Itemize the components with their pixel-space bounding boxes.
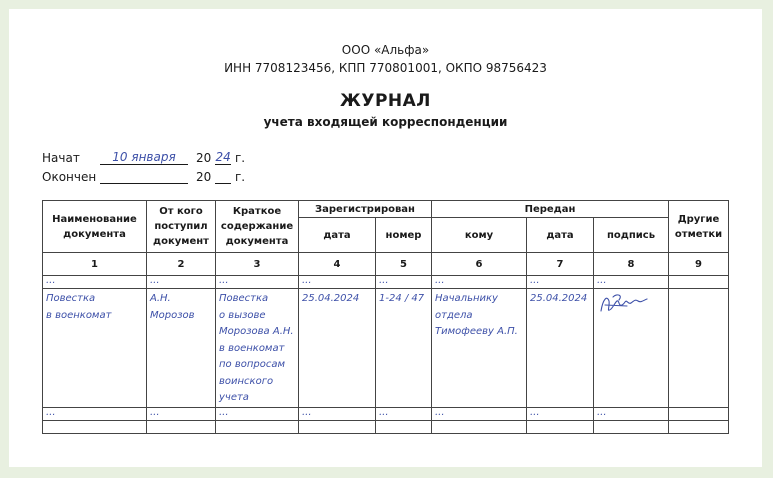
entry-line: в военкомат (46, 309, 112, 321)
start-date: 10 января (100, 150, 188, 165)
column-number: 4 (299, 253, 376, 276)
column-number: 3 (216, 253, 299, 276)
empty-cell (432, 421, 527, 434)
entry-line: о вызове (219, 309, 266, 321)
start-label: Начат (42, 151, 80, 165)
column-number: 1 (43, 253, 147, 276)
entry-line: учета (219, 392, 249, 403)
ellipsis-cell: ... (376, 276, 432, 289)
end-year-prefix: 20 (196, 170, 212, 184)
ellipsis-cell: ... (299, 408, 376, 421)
entry-line: Морозова А.Н. (219, 326, 294, 337)
column-number: 5 (376, 253, 432, 276)
ellipsis-row-top (43, 276, 729, 289)
header-transferred: Передан (432, 201, 669, 218)
header-reg-date: дата (299, 218, 376, 253)
ellipsis-cell: ... (43, 276, 147, 289)
entry-line: по вопросам (219, 359, 286, 370)
ellipsis-cell: ... (432, 408, 527, 421)
entry-line: Тимофееву А.П. (435, 326, 518, 337)
end-year-unit: г. (234, 170, 246, 184)
document-sheet (9, 9, 762, 467)
empty-cell (669, 421, 729, 434)
document-subtitle: учета входящей корреспонденции (263, 115, 508, 129)
column-number: 6 (432, 253, 527, 276)
end-label: Окончен (42, 170, 97, 184)
end-line (42, 169, 245, 184)
empty-cell (669, 408, 729, 421)
table-row (43, 289, 729, 408)
column-number: 9 (669, 253, 729, 276)
end-date (100, 169, 188, 184)
ellipsis-cell: ... (594, 276, 669, 289)
entry-line: Морозов (150, 309, 195, 321)
ellipsis-cell: ... (594, 408, 669, 421)
entry-line: Начальнику (435, 293, 498, 304)
ellipsis-cell: ... (527, 408, 594, 421)
empty-cell (147, 421, 216, 434)
ellipsis-cell: ... (216, 408, 299, 421)
journal-table (42, 200, 729, 434)
start-year-suffix: 24 (215, 150, 231, 164)
column-number: 2 (147, 253, 216, 276)
header-to-whom: кому (432, 218, 527, 253)
ellipsis-cell: ... (299, 276, 376, 289)
header-from-whom: От кого поступил документ (147, 201, 216, 253)
entry-doc-name (43, 289, 147, 408)
ellipsis-cell: ... (147, 276, 216, 289)
ellipsis-cell: ... (432, 276, 527, 289)
header-reg-number: номер (376, 218, 432, 253)
empty-cell (376, 421, 432, 434)
column-numbers-row (43, 253, 729, 276)
end-year-suffix (215, 169, 231, 184)
entry-reg-date: 25.04.2024 (299, 289, 376, 408)
entry-line: Повестка (219, 293, 269, 304)
column-number: 8 (594, 253, 669, 276)
entry-from-whom (147, 289, 216, 408)
entry-line: отдела (435, 309, 473, 321)
header-registered: Зарегистрирован (299, 201, 432, 218)
entry-line: А.Н. (150, 293, 171, 304)
empty-cell (669, 276, 729, 289)
ellipsis-cell: ... (43, 408, 147, 421)
ellipsis-cell: ... (147, 408, 216, 421)
entry-line: Повестка (46, 293, 96, 304)
column-number: 7 (527, 253, 594, 276)
empty-cell (216, 421, 299, 434)
empty-row (43, 421, 729, 434)
ellipsis-row-bottom (43, 408, 729, 421)
header-other: Другие отметки (669, 201, 729, 253)
header-tr-date: дата (527, 218, 594, 253)
org-name: ООО «Альфа» (341, 43, 430, 57)
header-summary: Краткое содержание документа (216, 201, 299, 253)
start-year-unit: г. (234, 151, 246, 165)
empty-cell (299, 421, 376, 434)
ellipsis-cell: ... (527, 276, 594, 289)
header-doc-name: Наименование документа (43, 201, 147, 253)
entry-line: в военкомат (219, 342, 285, 354)
handwritten-signature-icon (597, 291, 653, 317)
entry-summary (216, 289, 299, 408)
entry-tr-date: 25.04.2024 (527, 289, 594, 408)
ellipsis-cell: ... (376, 408, 432, 421)
ellipsis-cell: ... (216, 276, 299, 289)
document-title: ЖУРНАЛ (340, 91, 431, 111)
entry-signature (594, 289, 669, 408)
org-codes: ИНН 7708123456, КПП 770801001, ОКПО 98756423 (224, 61, 547, 75)
entry-reg-number: 1-24 / 47 (376, 289, 432, 408)
empty-cell (594, 421, 669, 434)
start-year-prefix: 20 (196, 151, 212, 165)
empty-cell (43, 421, 147, 434)
start-line (42, 150, 245, 165)
entry-to-whom (432, 289, 527, 408)
entry-other (669, 289, 729, 408)
entry-line: воинского (219, 375, 274, 387)
header-signature: подпись (594, 218, 669, 253)
empty-cell (527, 421, 594, 434)
